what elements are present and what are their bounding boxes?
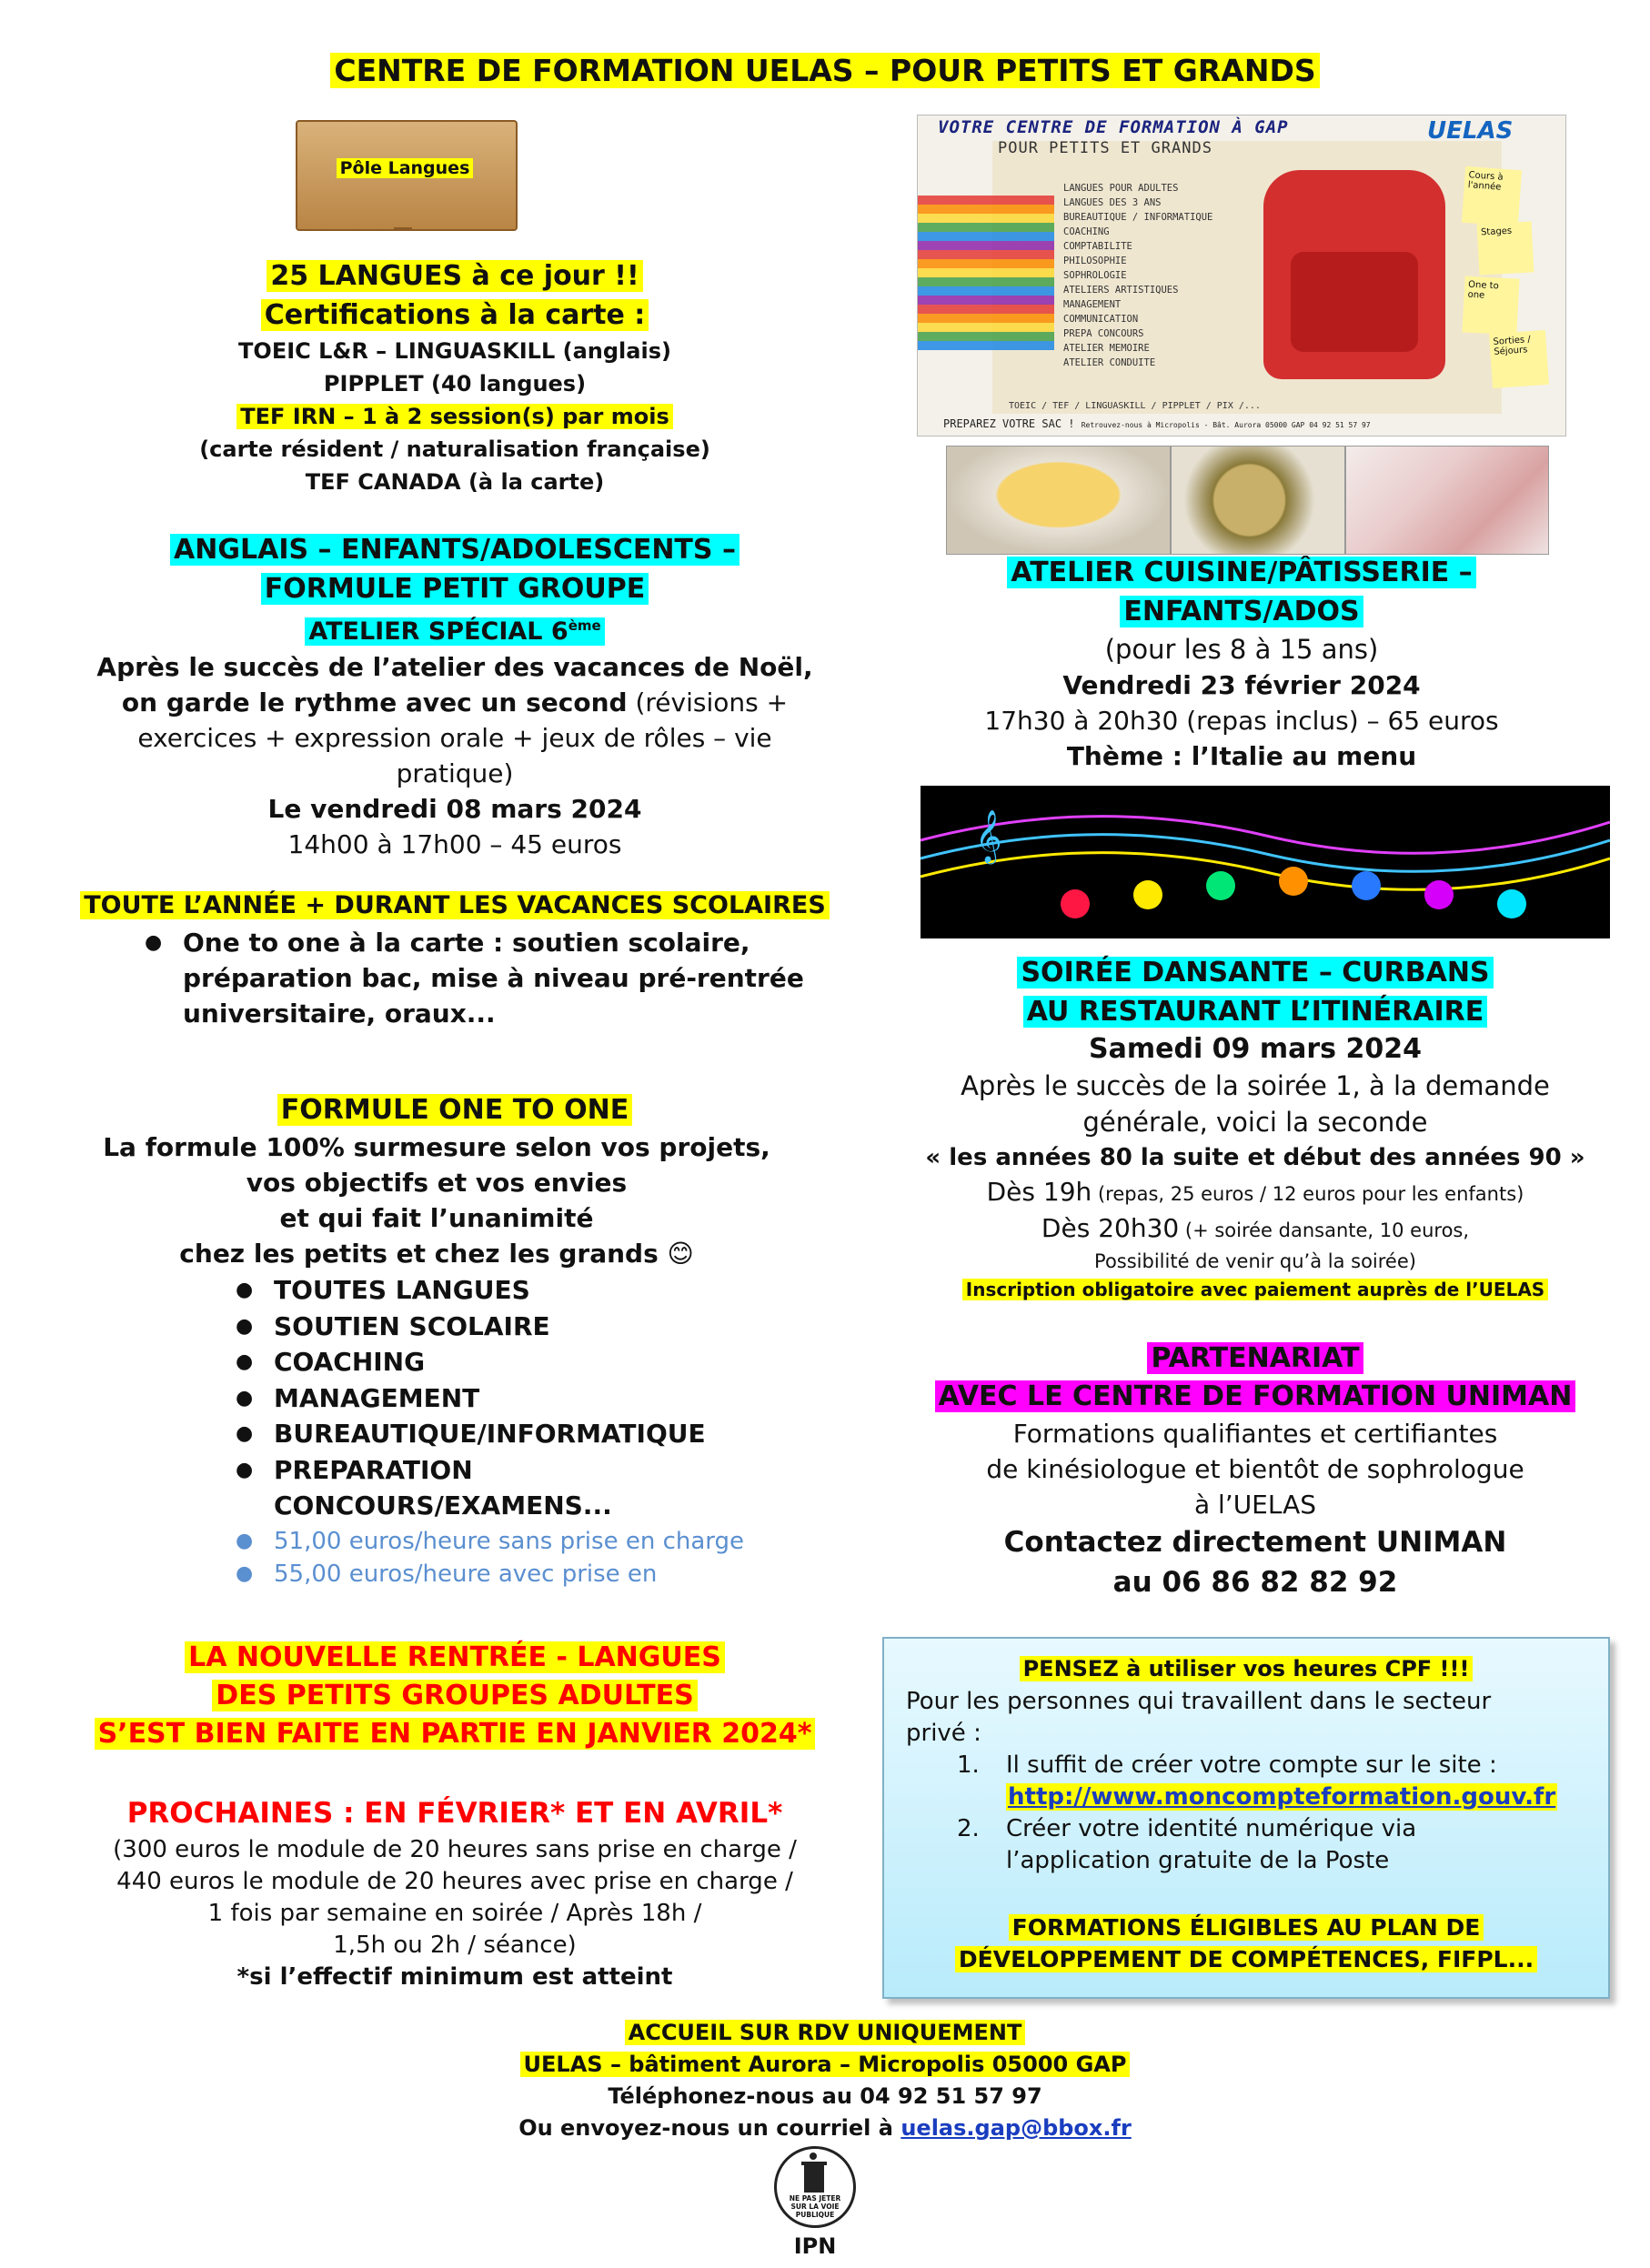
soiree-line-20h30: Dès 20h30 (+ soirée dansante, 10 euros, [1041,1213,1470,1243]
cpf-link[interactable]: http://www.moncompteformation.gouv.fr [1008,1783,1556,1811]
rentree-detail: 1 fois par semaine en soirée / Après 18h / [207,1900,702,1927]
rentree-line: S’EST BIEN FAITE EN PARTIE EN JANVIER 2024* [95,1718,816,1750]
pole-langues-sign [296,120,514,229]
anglais-heading-2: FORMULE PETIT GROUPE [261,573,649,605]
annee-bullet: ● One to one à la carte : soutien scolaire, préparation bac, mise à niveau pré-rentrée universitaire, oraux... [132,925,841,1031]
soiree-inscription: Inscription obligatoire avec paiement auprès de l’UELAS [962,1279,1548,1300]
poster-list-item: SOPHROLOGIE [1063,270,1127,281]
cert-line-tef-irn: TEF IRN – 1 à 2 session(s) par mois [236,404,672,429]
poster-list-item: LANGUES DES 3 ANS [1063,197,1162,208]
prochaines-heading: PROCHAINES : EN FÉVRIER* ET EN AVRIL* [126,1797,783,1830]
cpf-eligible: FORMATIONS ÉLIGIBLES AU PLAN DE DÉVELOPPEMENT DE COMPÉTENCES, FIFPL... [884,1912,1608,1975]
certifications-title: Certifications à la carte : [261,299,649,331]
partenariat-section [900,1340,1610,1602]
pole-langues-label: Pôle Langues [337,158,474,178]
cpf-box [882,1637,1610,1999]
langues-section [36,256,873,498]
cuisine-section [910,553,1574,774]
smiley-icon: 😊 [667,1239,694,1269]
poster-logo: UELAS [1427,117,1514,145]
langues-count: 25 LANGUES à ce jour !! [267,260,642,292]
poster-list-item: ATELIER CONDUITE [1063,357,1156,368]
cpf-intro: Pour les personnes qui travaillent dans le secteur privé : [906,1688,1492,1747]
rentree-detail: 1,5h ou 2h / séance) [333,1932,577,1959]
cuisine-time: 17h30 à 20h30 (repas inclus) – 65 euros [984,706,1499,736]
food-photo-polenta [946,446,1171,555]
annee-list [132,925,841,1031]
rentree-line: LA NOUVELLE RENTRÉE - LANGUES [185,1641,725,1673]
cert-line: PIPPLET (40 langues) [323,371,587,396]
partenariat-contact: Contactez directement UNIMAN [1003,1526,1507,1559]
page-title: CENTRE DE FORMATION UELAS – POUR PETITS ET GRANDS [330,53,1319,88]
cpf-num-1: 1. [957,1751,980,1779]
anglais-heading-3: ATELIER SPÉCIAL 6ème [305,617,604,646]
cert-line: TEF CANADA (à la carte) [305,469,605,495]
poster-list-item: PHILOSOPHIE [1063,256,1127,266]
food-photo-dessert [1345,446,1549,555]
badge-text: NE PAS JETER SUR LA VOIE PUBLIQUE [789,2194,841,2219]
cert-line: TOEIC L&R – LINGUASKILL (anglais) [238,338,671,364]
one2one-item: ● MANAGEMENT [223,1380,805,1417]
poster-list-item: ATELIER MEMOIRE [1063,343,1150,354]
rentree-detail: (300 euros le module de 20 heures sans prise en charge / [113,1836,797,1863]
cuisine-age: (pour les 8 à 15 ans) [1104,634,1379,665]
page-header [0,53,1650,88]
cuisine-theme: Thème : l’Italie au menu [1066,741,1417,771]
cpf-item-1: Il suffit de créer votre compte sur le site : http://www.moncompteformation.gouv.fr [1006,1751,1556,1811]
footer [0,2017,1650,2144]
one2one-prices [223,1525,750,1591]
one2one-item: ● COACHING [223,1344,805,1380]
cpf-num-2: 2. [957,1815,980,1842]
poster-bottom-3: Retrouvez-nous à Micropolis - Bât. Aurora 05000 GAP 04 92 51 57 97 [1081,421,1371,429]
poster-note: Sorties / Séjours [1489,330,1549,388]
partenariat-line: à l’UELAS [1193,1490,1317,1520]
soiree-heading-1: SOIRÉE DANSANTE – CURBANS [1017,957,1493,988]
footer-email-link[interactable]: uelas.gap@bbox.fr [900,2115,1132,2141]
cuisine-heading-1: ATELIER CUISINE/PÂTISSERIE – [1007,557,1475,588]
poster-list-item: COMMUNICATION [1063,314,1139,325]
poster-list-item: COMPTABILITE [1063,241,1132,252]
partenariat-line: Formations qualifiantes et certifiantes [1012,1419,1498,1449]
anglais-heading-1: ANGLAIS – ENFANTS/ADOLESCENTS – [170,534,739,566]
rentree-note: *si l’effectif minimum est atteint [236,1963,673,1991]
poster-list-item: MANAGEMENT [1063,299,1122,310]
cpf-item-2: Créer votre identité numérique via l’application gratuite de la Poste [1006,1815,1417,1874]
one2one-item: ● BUREAUTIQUE/INFORMATIQUE [223,1416,805,1452]
dance-illustration [921,786,1610,938]
poster-list-item: PREPA CONCOURS [1063,328,1144,339]
poster-list-item: ATELIERS ARTISTIQUES [1063,285,1179,296]
soiree-text: générale, voici la seconde [1082,1107,1428,1138]
price-item: ● 51,00 euros/heure sans prise en charge [223,1525,750,1558]
soiree-heading-2: AU RESTAURANT L’ITINÉRAIRE [1023,996,1488,1028]
one2one-line: vos objectifs et vos envies [246,1168,628,1198]
one2one-line: et qui fait l’unanimité [279,1203,594,1233]
poster-note: One to one [1462,276,1519,335]
poster-title: VOTRE CENTRE DE FORMATION À GAP [938,117,1289,137]
poster-subtitle: POUR PETITS ET GRANDS [998,139,1212,157]
poster-note: Stages [1477,221,1534,275]
one2one-heading-row [36,1091,873,1129]
food-photo-pasta [1171,446,1345,555]
rentree-detail: 440 euros le module de 20 heures avec prise en charge / [116,1868,793,1895]
cuisine-date: Vendredi 23 février 2024 [1062,670,1421,700]
rentree-section [36,1639,873,1753]
soiree-text: Après le succès de la soirée 1, à la demande [961,1070,1550,1101]
one2one-heading: FORMULE ONE TO ONE [277,1094,632,1126]
poster-bottom-2: PREPAREZ VOTRE SAC ! [943,417,1075,430]
dance-image [921,786,1610,938]
one2one-item: ● PREPARATION CONCOURS/EXAMENS... [223,1452,805,1524]
one2one-description [36,1129,837,1271]
cpf-title: PENSEZ à utiliser vos heures CPF !!! [1020,1656,1474,1681]
soiree-line-3: Possibilité de venir qu’à la soirée) [1094,1250,1416,1272]
annee-heading: TOUTE L’ANNÉE + DURANT LES VACANCES SCOLAIRES [80,891,830,919]
poster-note: Cours à l'année [1462,166,1522,226]
footer-phone: Téléphonez-nous au 04 92 51 57 97 [608,2083,1042,2109]
footer-address: UELAS – bâtiment Aurora – Micropolis 05000 GAP [520,2052,1131,2077]
recycle-badge [774,2146,856,2228]
poster-list-item: BUREAUTIQUE / INFORMATIQUE [1063,212,1213,223]
partenariat-heading-1: PARTENARIAT [1147,1342,1363,1374]
soiree-section [900,953,1610,1304]
one2one-list [223,1272,805,1524]
soiree-date: Samedi 09 mars 2024 [1089,1033,1422,1065]
partenariat-heading-2: AVEC LE CENTRE DE FORMATION UNIMAN [935,1380,1576,1412]
ipn-label: IPN [793,2233,837,2259]
poster-bottom-row [943,417,1371,430]
anglais-section [36,530,873,862]
anglais-date: Le vendredi 08 mars 2024 [267,794,642,824]
rentree-line: DES PETITS GROUPES ADULTES [212,1680,697,1711]
svg-text:𝄞: 𝄞 [975,809,1002,862]
cert-line: (carte résident / naturalisation française) [199,437,710,462]
poster-list [1063,181,1212,370]
one2one-line: chez les petits et chez les grands [179,1239,659,1269]
poster-list-item: COACHING [1063,226,1110,237]
cuisine-heading-2: ENFANTS/ADOS [1120,596,1363,627]
one2one-item: ● SOUTIEN SCOLAIRE [223,1309,805,1345]
annee-heading-row [36,888,873,923]
price-item: ● 55,00 euros/heure avec prise en [223,1558,750,1591]
soiree-quote: « les années 80 la suite et début des années 90 » [925,1144,1585,1171]
anglais-time: 14h00 à 17h00 – 45 euros [287,829,622,859]
poster-image [917,115,1566,437]
poster-bottom-1: TOEIC / TEF / LINGUASKILL / PIPPLET / PIX /... [1009,401,1261,411]
rentree-details [36,1834,873,1993]
soiree-line-19h: Dès 19h (repas, 25 euros / 12 euros pour les enfants) [986,1177,1524,1207]
poster-list-item: LANGUES POUR ADULTES [1063,183,1179,194]
footer-rdv: ACCUEIL SUR RDV UNIQUEMENT [625,2020,1026,2045]
partenariat-line: de kinésiologue et bientôt de sophrologue [986,1454,1524,1484]
partenariat-phone: au 06 86 82 82 92 [1112,1566,1398,1599]
one2one-line: La formule 100% surmesure selon vos projets, [103,1132,770,1162]
anglais-intro: Après le succès de l’atelier des vacances de Noël, on garde le rythme avec un second (révisions + exercices + expression orale + jeux de rôles – vie pratique) [96,652,813,788]
one2one-item: ● TOUTES LANGUES [223,1272,805,1309]
footer-email-line: Ou envoyez-nous un courriel à uelas.gap@bbox.fr [518,2115,1132,2141]
